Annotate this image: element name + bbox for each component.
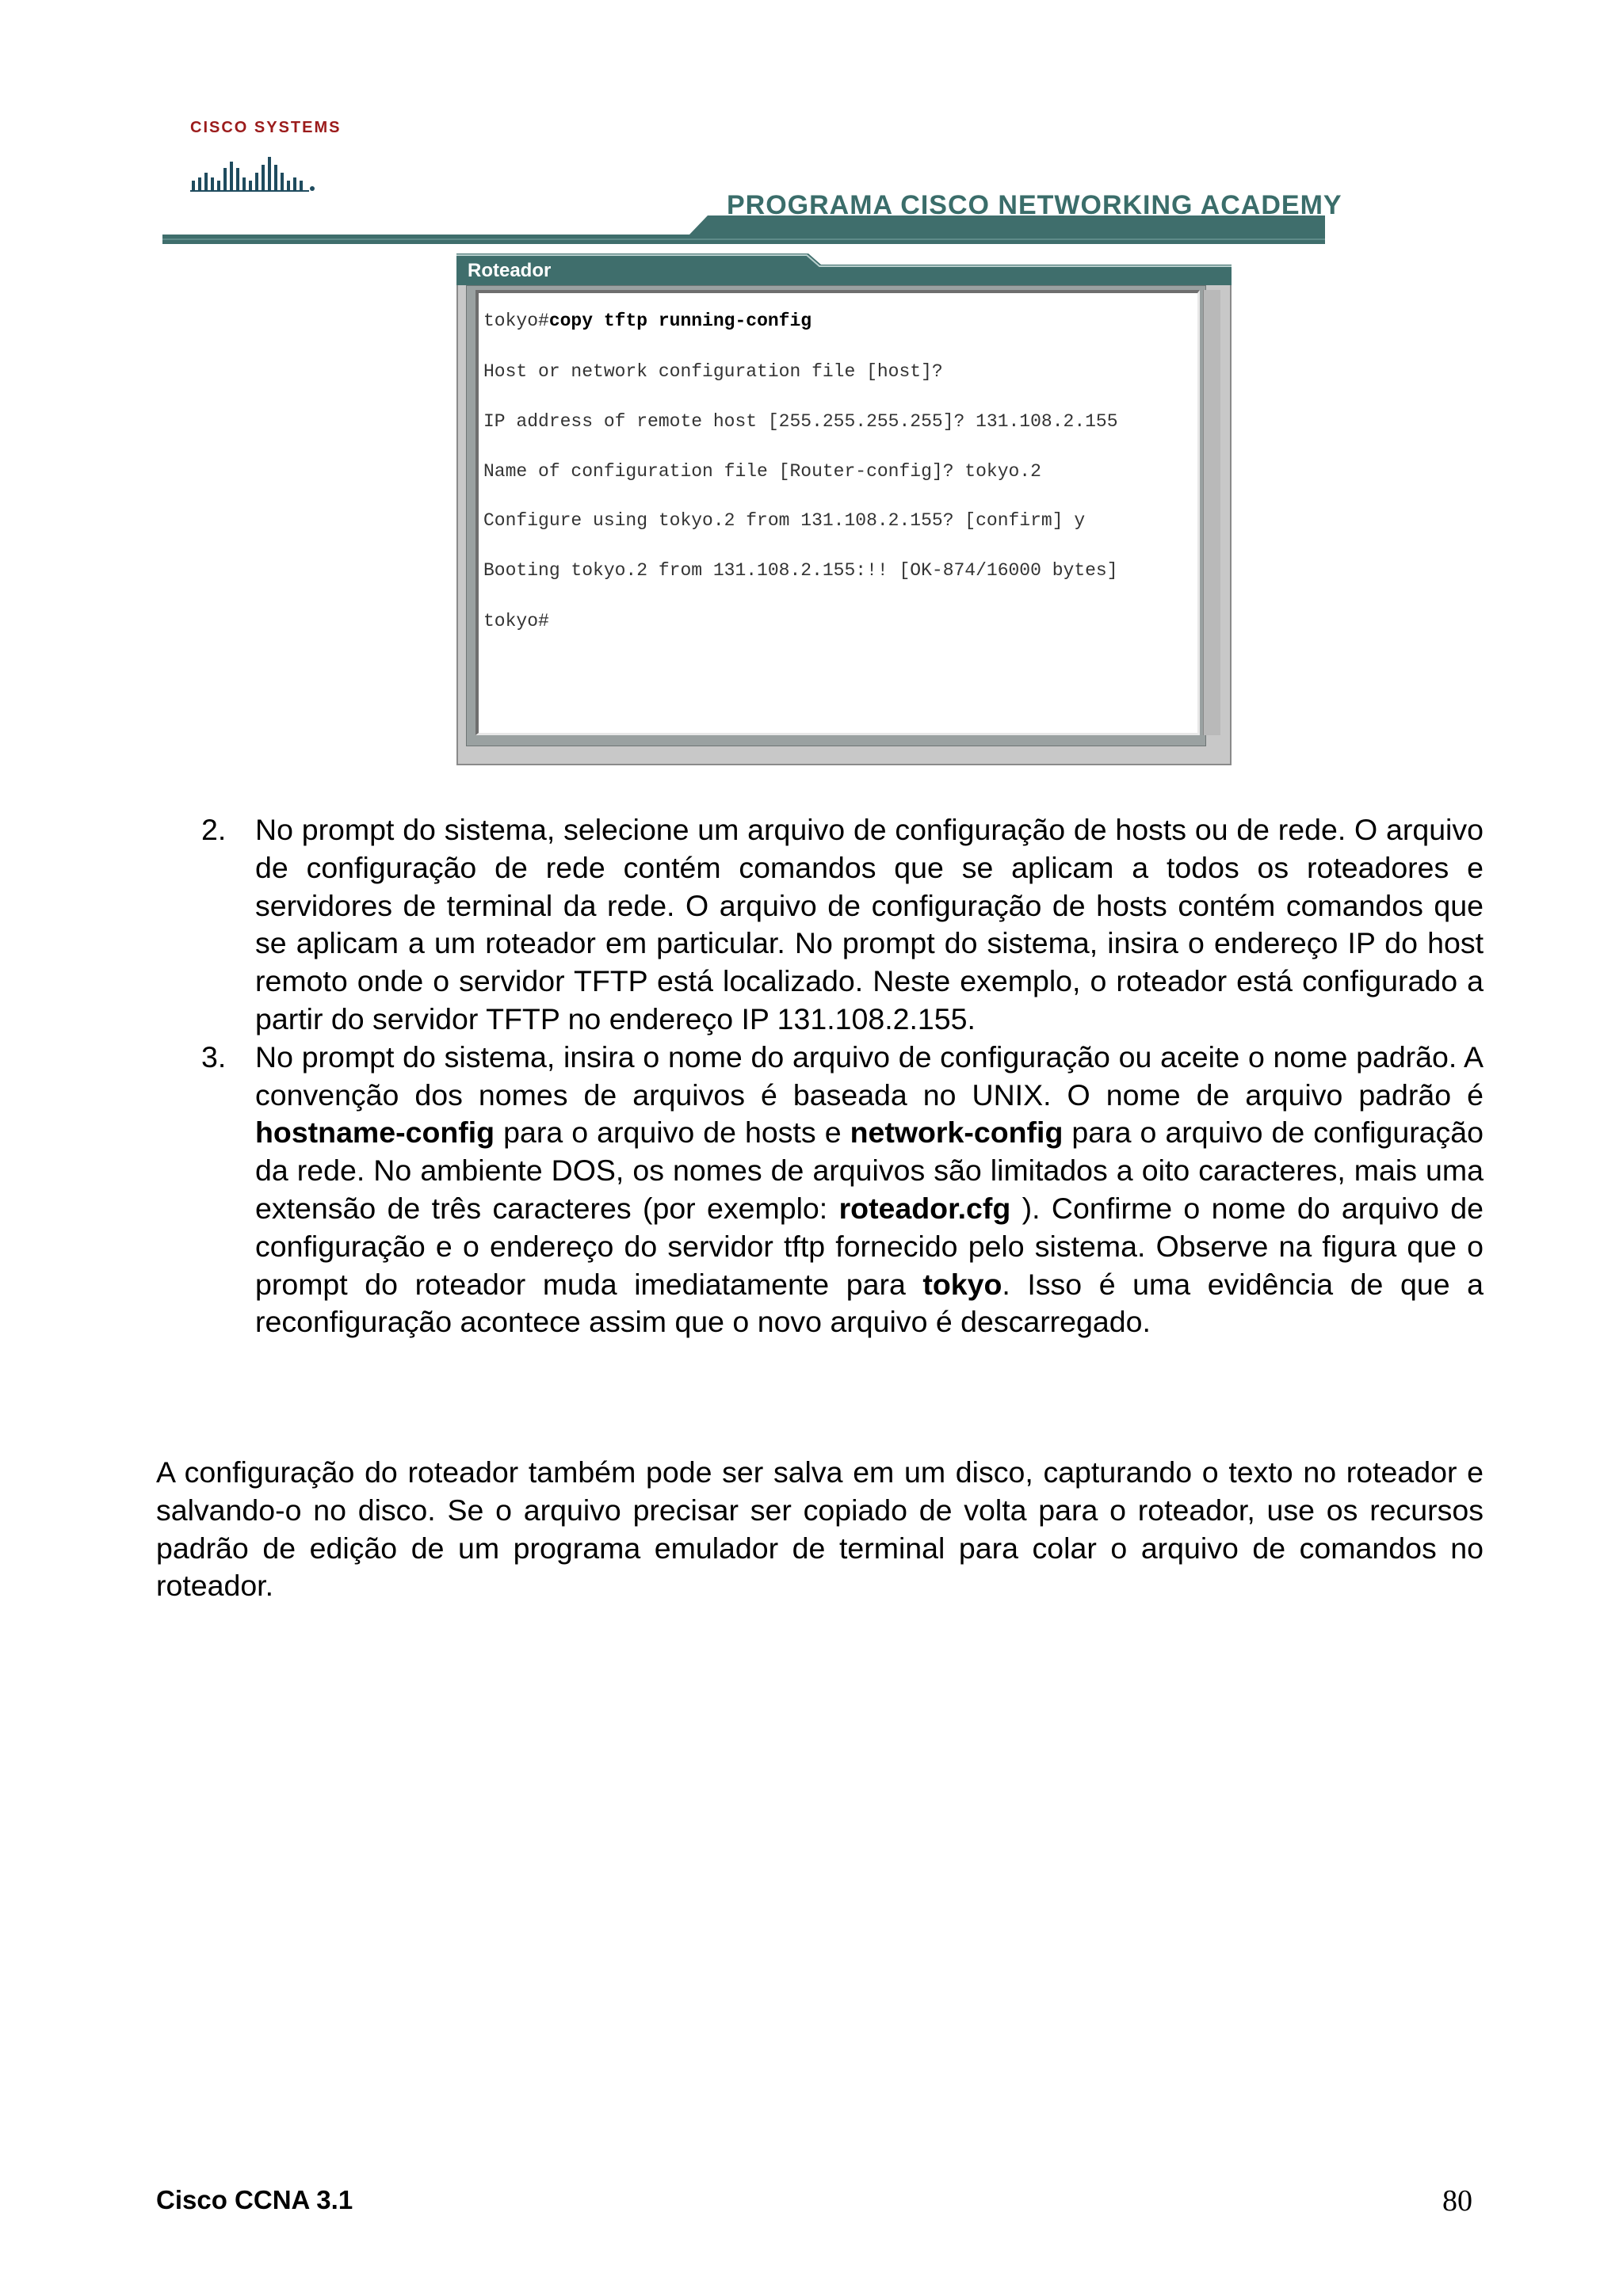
bold-term: network-config [850,1116,1064,1150]
terminal-scrollbar[interactable] [1203,290,1220,735]
bold-term: roteador.cfg [838,1191,1011,1225]
list-text: para o arquivo de configuração da rede. No ambiente DOS, os nomes de arquivos são limitados a oito caracteres, mais uma extensão de três caracteres (por exemplo: [255,1116,1484,1225]
router-window [456,254,1232,765]
bold-term: tokyo [922,1267,1002,1301]
terminal-line: Host or network configuration file [host]? [483,361,943,382]
terminal-line: IP address of remote host [255.255.255.255]? 131.108.2.155 [483,411,1118,432]
terminal-command: copy tftp running-config [548,311,812,331]
numbered-list [201,811,1484,1341]
terminal-line: Name of configuration file [Router-config]? tokyo.2 [483,461,1041,482]
cisco-bridge-icon [190,154,317,192]
footer-course-name: Cisco CCNA 3.1 [156,2185,353,2214]
list-text: para o arquivo de hosts e [495,1116,850,1150]
page-number: 80 [1442,2184,1472,2218]
terminal-line: tokyo#copy tftp running-config [483,311,812,331]
list-number: 2. [201,813,227,846]
list-text: ). Confirme o nome do arquivo de configuração e o endereço do servidor tftp fornecido pelo sistema. Observe na figura que o prompt do roteador muda imediatamente para [255,1191,1484,1301]
list-text: No prompt do sistema, selecione um arquivo de configuração de hosts ou de rede. O arquivo de configuração de rede contém comandos que se aplicam a todos os roteadores e servidores de terminal da rede. O arquivo de configuração de hosts contém comandos que se aplicam a um roteador em particular. No prompt do sistema, insira o endereço IP do host remoto onde o servidor TFTP está localizado. Neste exemplo, o roteador está configurado a partir do servidor TFTP no endereço IP 131.108.2.155. [255,813,1484,1035]
list-item [201,811,1484,1039]
logo-text: CISCO SYSTEMS [190,119,342,136]
bold-term: hostname-config [255,1116,495,1150]
terminal-line: Configure using tokyo.2 from 131.108.2.155? [confirm] y [483,510,1086,531]
body-paragraph: A configuração do roteador também pode ser salva em um disco, capturando o texto no roteador e salvando-o no disco. Se o arquivo precisar ser copiado de volta para o roteador, use os recursos padrão de edição de um programa emulador de terminal para colar o arquivo de comandos no roteador. [156,1455,1484,1603]
terminal-line: Booting tokyo.2 from 131.108.2.155:!! [OK-874/16000 bytes] [483,560,1118,581]
router-window-title: Roteador [468,260,552,281]
academy-title: PROGRAMA CISCO NETWORKING ACADEMY [727,190,1342,220]
list-text: . Isso é uma evidência de que a reconfiguração acontece assim que o novo arquivo é descarregado. [255,1267,1484,1339]
router-tab [456,254,1232,285]
list-item [201,1039,1484,1341]
cisco-systems-logo [190,119,342,194]
list-text: No prompt do sistema, insira o nome do arquivo de configuração ou aceite o nome padrão. A convenção dos nomes de arquivos é baseada no UNIX. O nome de arquivo padrão é [255,1039,1484,1112]
terminal-line: tokyo# [483,611,549,631]
list-number: 3. [201,1039,227,1074]
